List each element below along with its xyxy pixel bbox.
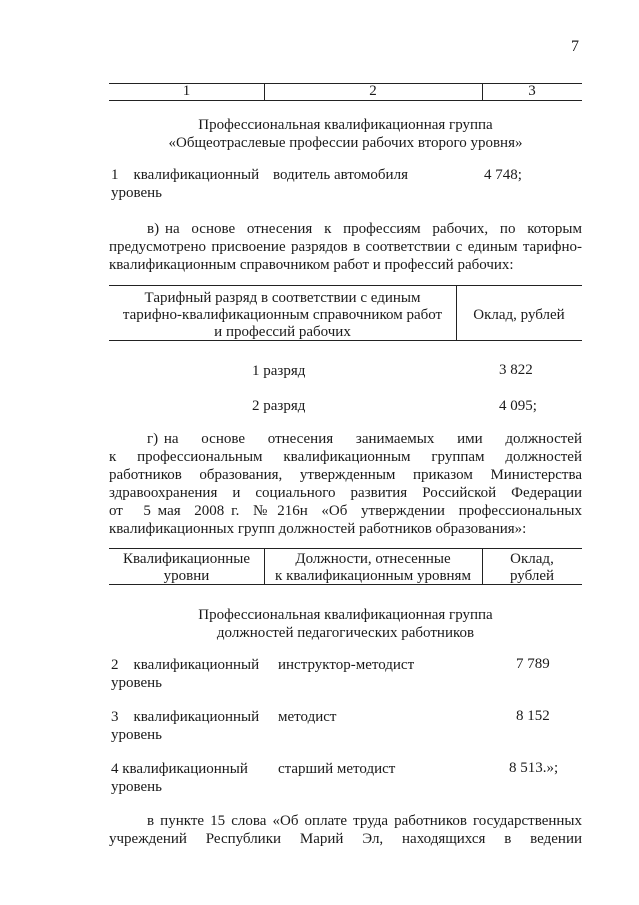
position-name: инструктор-методист <box>278 657 415 673</box>
paragraph-line: здравоохранения и социального развития Российской Федерации <box>109 485 582 501</box>
group2-title-line1: Профессиональная квалификационная группа <box>198 607 493 623</box>
paragraph-line: от 5 мая 2008 г. № 216н «Об утверждении профессиональных <box>109 503 582 519</box>
salary-value: 7 789 <box>516 656 550 672</box>
paragraph-line: в пункте 15 слова «Об оплате труда работников государственных <box>147 813 582 829</box>
position-name: старший методист <box>278 761 396 777</box>
paragraph-line: в) на основе отнесения к профессиям рабочих, по которым <box>147 221 582 237</box>
paragraph-line: г) на основе отнесения занимаемых ими должностей <box>147 431 582 447</box>
tariff-header-line: Тарифный разряд в соответствии с единым <box>144 290 421 306</box>
paragraph-line: к профессиональным квалификационным группам должностей <box>109 449 582 465</box>
levels-header: уровни <box>163 568 210 584</box>
salary-value: 8 152 <box>516 708 550 724</box>
level-label: 4 квалификационный <box>111 761 248 777</box>
position-name: методист <box>278 709 337 725</box>
level-label-cont: уровень <box>111 185 163 201</box>
salary-value: 8 513.»; <box>509 760 559 776</box>
col-header-3: 3 <box>528 83 536 99</box>
col-header-1: 1 <box>182 83 191 99</box>
grade-salary: 4 095; <box>499 398 537 414</box>
paragraph-line: квалификационных групп должностей работников образования»: <box>109 521 527 537</box>
col-header-2: 2 <box>369 83 377 99</box>
group2-title-line2: должностей педагогических работников <box>216 625 475 641</box>
group1-title-line1: Профессиональная квалификационная группа <box>198 117 493 133</box>
page-number: 7 <box>571 38 579 55</box>
group1-title-line2: «Общеотраслевые профессии рабочих второго уровня» <box>168 135 523 151</box>
tariff-header-line: тарифно-квалификационным справочником работ <box>122 307 443 323</box>
salary-header: Оклад, <box>510 551 554 567</box>
tariff-header-line: и профессий рабочих <box>214 324 351 340</box>
grade-label: 2 разряд <box>252 398 306 414</box>
positions-header: Должности, отнесенные <box>295 551 451 567</box>
level-label: 2 квалификационный <box>111 657 260 673</box>
salary-header: рублей <box>509 568 555 584</box>
salary-header: Оклад, рублей <box>473 307 565 323</box>
position-name: водитель автомобиля <box>273 167 408 183</box>
level-label-cont: уровень <box>111 779 163 795</box>
level-label-cont: уровень <box>111 675 163 691</box>
levels-header: Квалификационные <box>122 551 250 567</box>
positions-header: к квалификационным уровням <box>275 568 471 584</box>
paragraph-line: квалификационным справочником работ и профессий рабочих: <box>109 257 514 273</box>
level-label-cont: уровень <box>111 727 163 743</box>
paragraph-line: учреждений Республики Марий Эл, находящихся в ведении <box>109 831 582 847</box>
level-label: 1 квалификационный <box>111 167 260 183</box>
level-label: 3 квалификационный <box>111 709 260 725</box>
paragraph-line: работников образования, утвержденным приказом Министерства <box>109 467 582 483</box>
grade-salary: 3 822 <box>499 362 533 378</box>
grade-label: 1 разряд <box>252 363 306 379</box>
salary-value: 4 748; <box>484 167 522 183</box>
paragraph-line: предусмотрено присвоение разрядов в соответствии с единым тарифно- <box>109 239 582 255</box>
